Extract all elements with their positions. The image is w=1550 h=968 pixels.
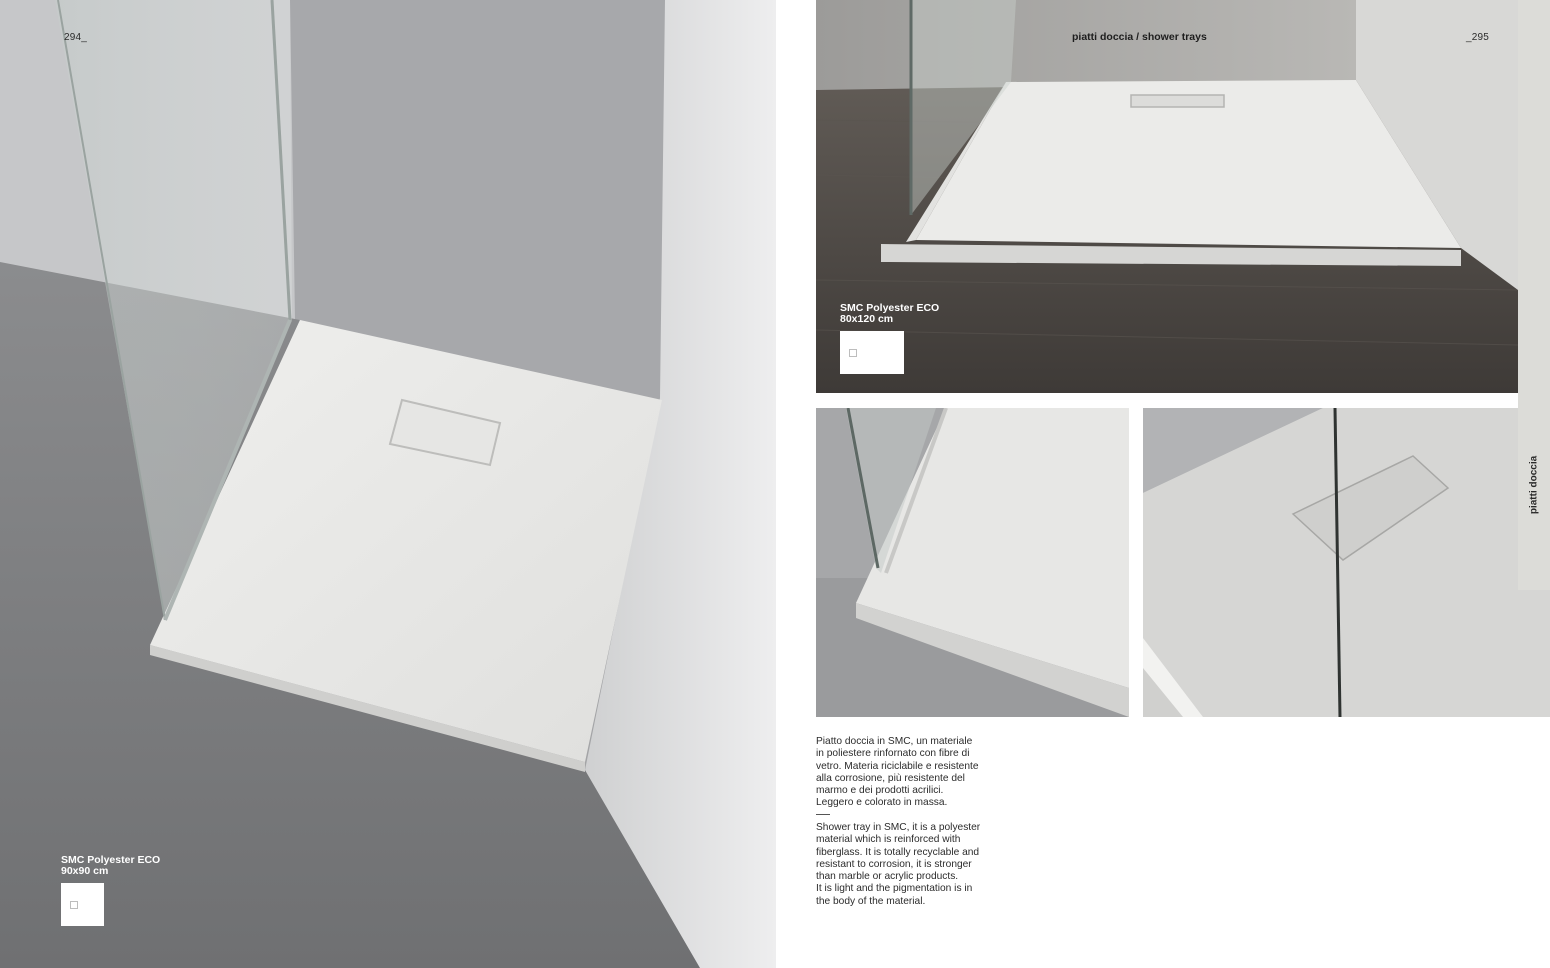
text-line: resistant to corrosion, it is stronger [816, 858, 972, 870]
chapter-side-tab[interactable] [1518, 0, 1550, 590]
text-line: Piatto doccia in SMC, un materiale [816, 736, 973, 747]
text-line: in poliestere rinfornato con fibre di [816, 748, 970, 760]
description-english [816, 822, 986, 908]
right-page-number: _295 [1466, 32, 1490, 43]
detail-photo-drain [1143, 408, 1550, 717]
detail-photo-corner [816, 408, 1129, 717]
text-line: It is light and the pigmentation is in [816, 883, 973, 895]
swatch-marker-icon [849, 349, 857, 357]
top-product-name: SMC Polyester ECO [840, 302, 940, 314]
top-product-caption [840, 303, 939, 325]
left-product-caption [61, 855, 160, 877]
text-line: marmo e dei prodotti acrilici. [816, 785, 944, 797]
swatch-marker-icon [70, 901, 78, 909]
text-line: Shower tray in SMC, it is a polyester [816, 822, 981, 833]
text-line: Leggero e colorato in massa. [816, 797, 948, 809]
top-color-swatch [840, 331, 904, 374]
left-product-name: SMC Polyester ECO [61, 854, 161, 866]
section-title: piatti doccia / shower trays [1072, 31, 1207, 43]
top-product-photo [816, 0, 1518, 393]
side-tab-label: piatti doccia [1528, 455, 1540, 515]
text-line: the body of the material. [816, 895, 926, 907]
text-line: fiberglass. It is totally recyclable and [816, 846, 980, 858]
shower-tray-80x120-image [816, 0, 1518, 393]
text-line: vetro. Materia riciclabile e resistente [816, 760, 979, 772]
tray-corner-detail-image [816, 408, 1129, 717]
text-divider [816, 814, 830, 815]
text-line: material which is reinforced with [816, 834, 961, 846]
text-line: than marble or acrylic products. [816, 871, 959, 883]
description-italian [816, 736, 986, 810]
left-color-swatch [61, 883, 104, 926]
left-product-size: 90x90 cm [61, 865, 109, 877]
top-product-size: 80x120 cm [840, 313, 894, 325]
left-page-number: 294_ [64, 32, 88, 43]
tray-drain-detail-image [1143, 408, 1550, 717]
text-line: alla corrosione, più resistente del [816, 772, 965, 784]
